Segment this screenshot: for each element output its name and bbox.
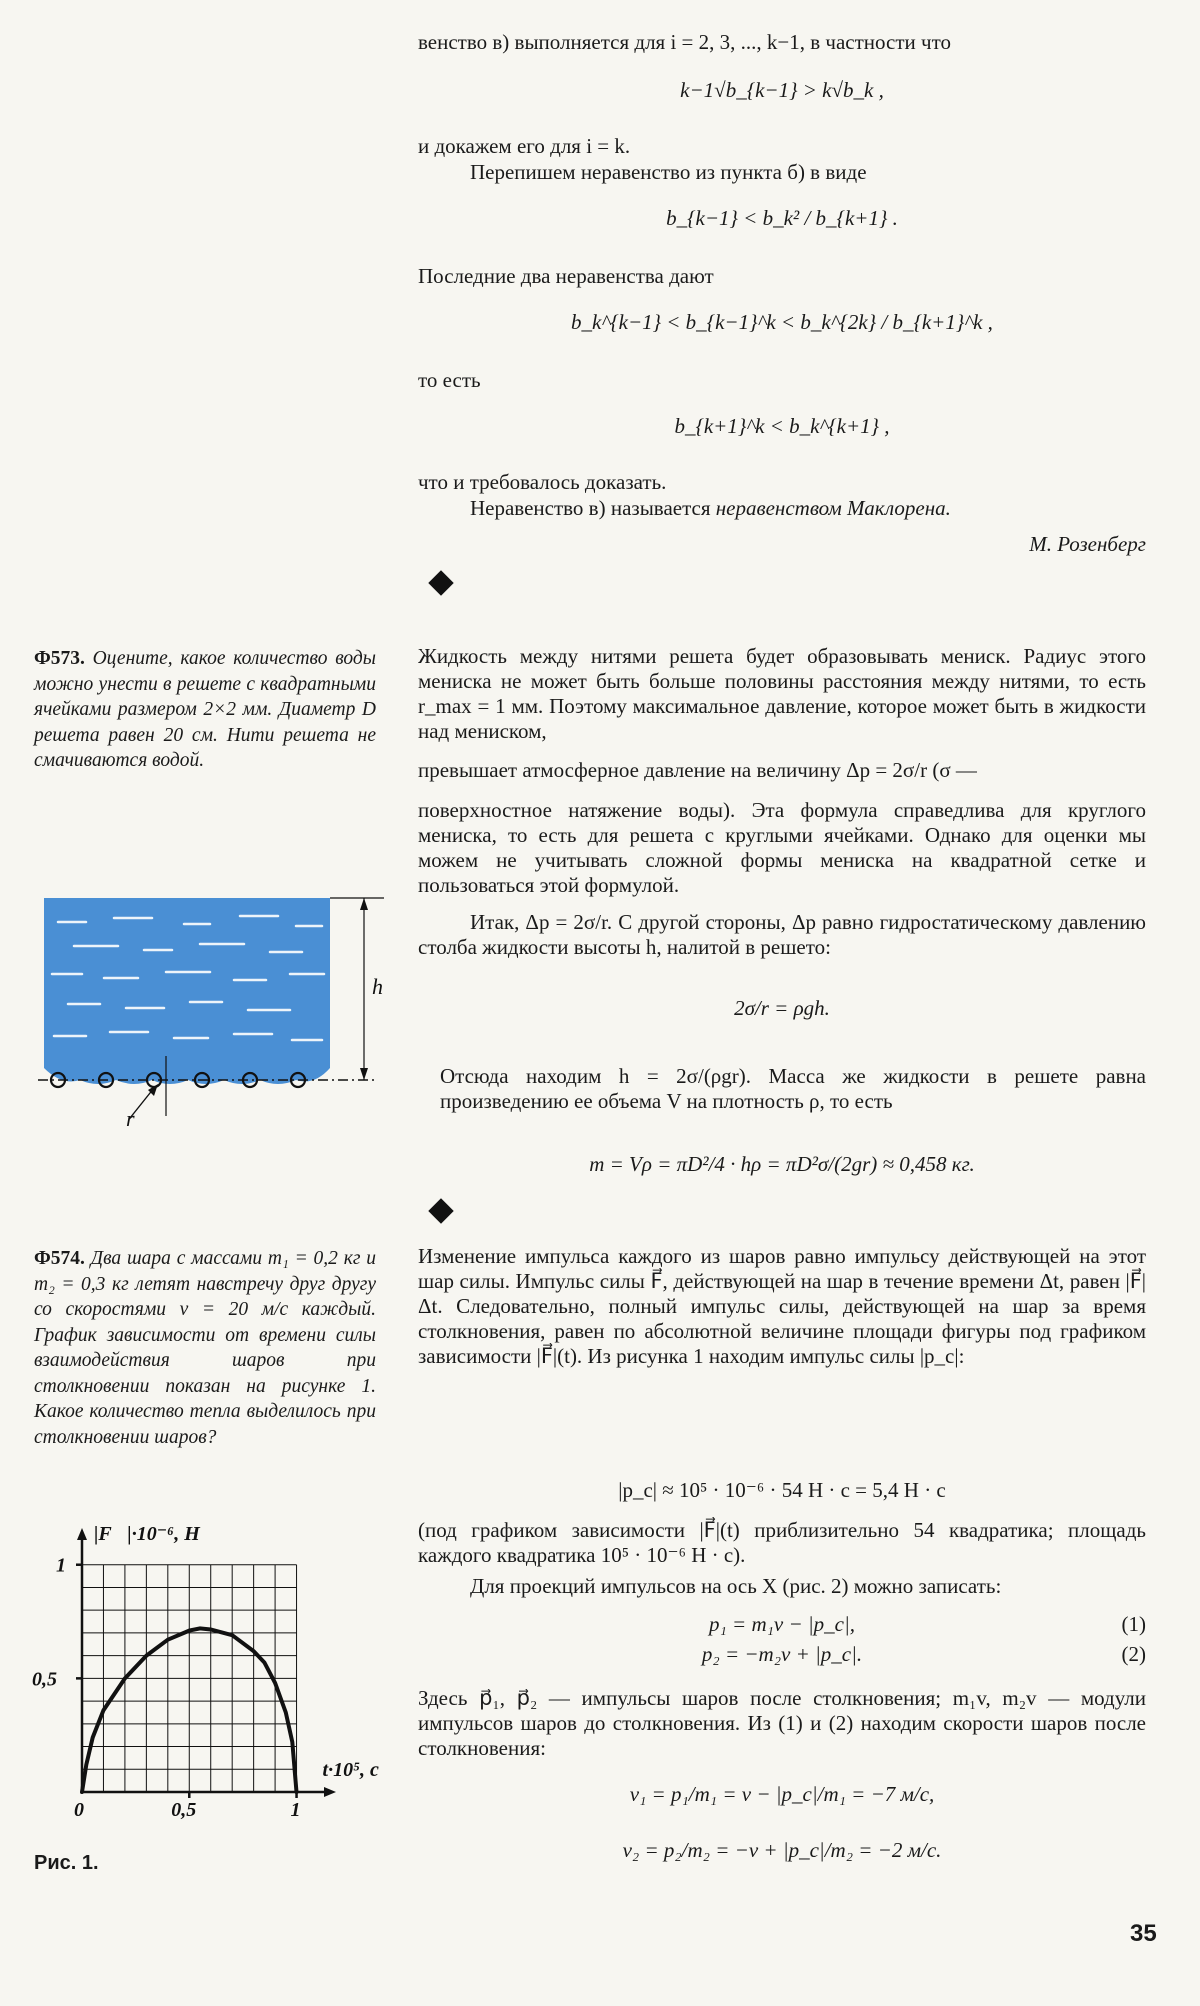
figure-1-caption: Рис. 1. — [34, 1852, 99, 1874]
label-r: r — [126, 1106, 135, 1131]
x-tick-0: 0 — [74, 1799, 84, 1821]
solution-573-part-1: Жидкость между нитями решета будет образовывать мениск. Радиус этого мениска не может быть больше половины расстояния между нитями, то есть r_max = 1 мм. Поэтому максимальное давление, которое может быть в жидкости над мениском, — [418, 644, 1146, 743]
x-tick-1: 0,5 — [171, 1799, 197, 1821]
formula-v2: v₂ = p₂/m₂ = −v + |p_c|/m₂ = −2 м/с. — [622, 1838, 942, 1862]
y-tick-1: 1 — [56, 1554, 66, 1577]
section-divider-diamond-2 — [428, 1198, 453, 1223]
section-divider-diamond — [428, 570, 453, 595]
y-tick-0: 0,5 — [32, 1668, 57, 1691]
formula-mass: m = Vρ = πD²/4 · hρ = πD²σ/(2gr) ≈ 0,458 кг. — [589, 1152, 975, 1176]
author-rosenberg: М. Розенберг — [1029, 532, 1146, 556]
top-line-3: Перепишем неравенство из пункта б) в виде — [470, 160, 867, 184]
y-axis-label: |F⃗|·10⁻⁶, Н — [94, 1523, 200, 1545]
formula-pressure-equality: 2σ/r = ρgh. — [734, 996, 830, 1020]
equation-2-number: (2) — [1121, 1642, 1146, 1666]
solution-574-part-4: Здесь p⃗₁, p⃗₂ — импульсы шаров после столкновения; m₁v, m₂v — модули импульсов шаров до столкновения. Из (1) и (2) находим скорости шаров после столкновения: — [418, 1686, 1146, 1760]
solution-573-part-3: поверхностное натяжение воды). Эта формула справедлива для круглого мениска, то есть для решета с круглыми ячейками. Однако для оценки мы можем не учитывать сложной формы мениска на квадратной сетке и пользоваться этой формулой. — [418, 798, 1146, 897]
solution-574-part-3: Для проекций импульсов на ось X (рис. 2) можно записать: — [470, 1574, 1002, 1598]
solution-573-part-5: Отсюда находим h = 2σ/(ρgr). Масса же жидкости в решете равна произведению ее объема V на плотность ρ, то есть — [440, 1064, 1146, 1113]
formula-result: b_{k+1}^k < b_k^{k+1} , — [674, 414, 890, 438]
solution-574-part-2: (под графиком зависимости |F⃗|(t) приблизительно 54 квадратика; площадь каждого квадратика 10⁵ · 10⁻⁶ Н · с). — [418, 1518, 1146, 1567]
problem-573-statement: Ф573. Оцените, какое количество воды можно унести в решете с квадратными ячейками размером 2×2 мм. Диаметр D решета равен 20 см. Нити решета не смачиваются водой. — [34, 648, 376, 771]
solution-573-part-4: Итак, Δp = 2σ/r. С другой стороны, Δp равно гидростатическому давлению столба жидкости высоты h, налитой в решето: — [418, 910, 1146, 959]
x-axis-arrow — [324, 1787, 336, 1797]
top-line-4: Последние два неравенства дают — [418, 264, 714, 288]
sieve-diagram — [34, 886, 404, 1136]
label-h: h — [372, 974, 383, 999]
formula-rewrite: b_{k−1} < b_k² / b_{k+1} . — [666, 206, 898, 230]
force-time-chart — [30, 1506, 410, 1828]
top-line-2: и докажем его для i = k. — [418, 134, 631, 158]
page-number: 35 — [1130, 1920, 1157, 1947]
equation-2: p₂ = −m₂v + |p_c|. (2) — [701, 1642, 1146, 1666]
solution-574-part-1: Изменение импульса каждого из шаров равно импульсу действующей на этот шар силы. Импульс силы F⃗, действующей на шар в течение времени Δt, равен |F⃗|Δt. Следовательно, полный импульс силы, действующей на шар за время столкновения, равен по абсолютной величине площади фигуры под графиком зависимости |F⃗|(t). Из рисунка 1 находим импульс силы |p_c|: — [418, 1244, 1146, 1368]
top-line-7: Неравенство в) называется неравенством Маклорена. — [470, 496, 951, 520]
x-tick-2: 1 — [290, 1799, 301, 1821]
top-line-5: то есть — [418, 368, 481, 392]
problem-574-statement: Ф574. Два шара с массами m₁ = 0,2 кг и m₂ = 0,3 кг летят навстречу друг другу со скоростями v = 20 м/с каждый. График зависимости от времени силы взаимодействия шаров при столкновении показан на рисунке 1. Какое количество тепла выделилось при столкновении шаров? — [34, 1248, 376, 1448]
x-axis-label: t·10⁵, с — [322, 1759, 379, 1781]
y-axis-arrow — [77, 1528, 87, 1540]
formula-root-inequality: k−1√b_{k−1} > k√b_k , — [680, 78, 884, 102]
equation-1-number: (1) — [1121, 1612, 1146, 1636]
top-line-1: венство в) выполняется для i = 2, 3, ..., k−1, в частности что — [418, 30, 951, 54]
formula-v1: v₁ = p₁/m₁ = v − |p_c|/m₁ = −7 м/с, — [629, 1782, 935, 1806]
solution-573-part-2: превышает атмосферное давление на величину Δp = 2σ/r (σ — — [418, 758, 977, 782]
meniscus-shape — [44, 1068, 330, 1084]
chart-grid — [82, 1565, 297, 1792]
top-line-6: что и требовалось доказать. — [418, 470, 667, 494]
equation-1: p₁ = m₁v − |p_c|, (1) — [708, 1612, 1146, 1636]
formula-impulse: |p_c| ≈ 10⁵ · 10⁻⁶ · 54 Н · с = 5,4 Н · с — [618, 1478, 946, 1502]
formula-combined: b_k^{k−1} < b_{k−1}^k < b_k^{2k} / b_{k+1}^k , — [571, 310, 993, 334]
